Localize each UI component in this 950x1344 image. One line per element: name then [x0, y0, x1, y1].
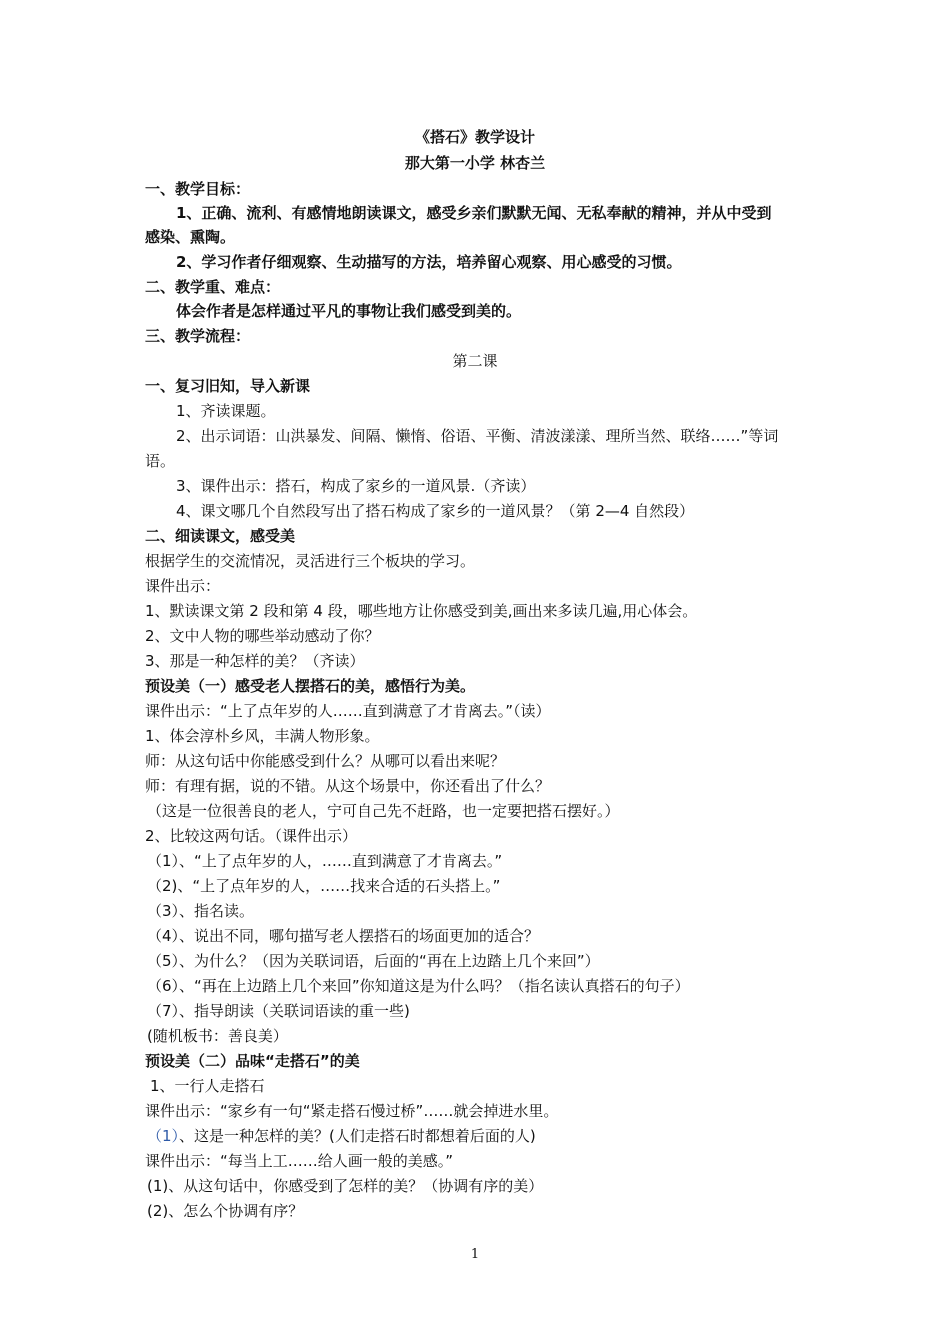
preset-1-courseware: 课件出示：“上了点年岁的人……直到满意了才肯离去。”（读）	[145, 702, 551, 720]
section-2-intro: 根据学生的交流情况，灵活进行三个板块的学习。	[145, 552, 476, 570]
doc-title: 《搭石》教学设计	[414, 128, 535, 146]
preset-2-question-2: (1)、从这句话中，你感受到了怎样的美？（协调有序的美）	[147, 1177, 544, 1195]
preset-1-sub-3: （3）、指名读。	[147, 902, 255, 920]
preset-1-item-2: 2、比较这两句话。（课件出示）	[145, 827, 358, 845]
preset-1-teacher-2: 师：有理有据，说的不错。从这个场景中，你还看出了什么？	[145, 777, 551, 795]
preset-1-sub-7: （7）、指导朗读（关联词语读的重一些)	[147, 1002, 410, 1020]
preset-1-sub-2: （2)、“上了点年岁的人，……找来合适的石头搭上。”	[147, 877, 501, 895]
section-1-heading: 一、复习旧知，导入新课	[145, 377, 311, 395]
section-2-item-3: 3、那是一种怎样的美？（齐读）	[145, 652, 365, 670]
preset-2-item-1: 1、一行人走搭石	[150, 1077, 265, 1095]
section-1-item-2-line2: 语。	[145, 452, 176, 470]
preset-1-sub-4: （4）、说出不同，哪句描写老人摆搭石的场面更加的适合？	[147, 927, 540, 945]
section-1-item-2-line1: 2、出示词语：山洪暴发、间隔、懒惰、俗语、平衡、清波漾漾、理所当然、联络……”等词	[176, 427, 779, 445]
preset-2-question-1-text: 、这是一种怎样的美？(人们走搭石时都想着后面的人)	[179, 1127, 536, 1145]
preset-1-teacher-1: 师：从这句话中你能感受到什么？从哪可以看出来呢？	[145, 752, 506, 770]
preset-2-question-1-number: （1）	[147, 1127, 180, 1145]
section-2-heading: 二、细读课文，感受美	[145, 527, 296, 545]
section-1-item-4: 4、课文哪几个自然段写出了搭石构成了家乡的一道风景？（第 2—4 自然段）	[176, 502, 695, 520]
flow-heading: 三、教学流程：	[145, 327, 251, 345]
preset-2-question-1	[147, 1124, 817, 1149]
preset-1-heading: 预设美（一）感受老人摆搭石的美，感悟行为美。	[145, 677, 476, 695]
preset-2-courseware-2: 课件出示：“每当上工……给人画一般的美感。”	[145, 1152, 454, 1170]
objective-1-line1: 1、正确、流利、有感情地朗读课文，感受乡亲们默默无闻、无私奉献的精神，并从中受到	[176, 204, 772, 222]
preset-1-sub-6: （6）、“再在上边踏上几个来回”你知道这是为什么吗？（指名读认真搭石的句子）	[147, 977, 690, 995]
preset-2-heading: 预设美（二）品味“走搭石”的美	[145, 1052, 360, 1070]
preset-1-board: (随机板书：善良美）	[147, 1027, 288, 1045]
section-2-item-2: 2、文中人物的哪些举动感动了你？	[145, 627, 380, 645]
preset-1-item-1: 1、体会淳朴乡风，丰满人物形象。	[145, 727, 380, 745]
page-number: 1	[470, 1247, 480, 1262]
section-2-courseware: 课件出示：	[145, 577, 221, 595]
section-2-item-1: 1、默读课文第 2 段和第 4 段，哪些地方让你感受到美,画出来多读几遍,用心体会。	[145, 602, 698, 620]
preset-1-sub-5: （5）、为什么？（因为关联词语，后面的“再在上边踏上几个来回”）	[147, 952, 600, 970]
lesson-label: 第二课	[452, 352, 498, 370]
doc-author: 那大第一小学 林杏兰	[404, 154, 546, 172]
preset-2-question-3: (2)、怎么个协调有序？	[147, 1202, 304, 1220]
preset-1-answer: （这是一位很善良的老人，宁可自己先不赶路，也一定要把搭石摆好。）	[147, 802, 620, 820]
key-points-heading: 二、教学重、难点：	[145, 278, 281, 296]
objective-2: 2、学习作者仔细观察、生动描写的方法，培养留心观察、用心感受的习惯。	[176, 253, 682, 271]
key-points-text: 体会作者是怎样通过平凡的事物让我们感受到美的。	[176, 302, 522, 320]
section-1-item-1: 1、齐读课题。	[176, 402, 276, 420]
preset-1-sub-1: （1）、“上了点年岁的人，……直到满意了才肯离去。”	[147, 852, 503, 870]
objectives-heading: 一、教学目标：	[145, 180, 251, 198]
objective-1-line2: 感染、熏陶。	[145, 228, 236, 246]
preset-2-courseware-1: 课件出示：“家乡有一句“紧走搭石慢过桥”……就会掉进水里。	[145, 1102, 559, 1120]
section-1-item-3: 3、课件出示：搭石，构成了家乡的一道风景.（齐读）	[176, 477, 536, 495]
